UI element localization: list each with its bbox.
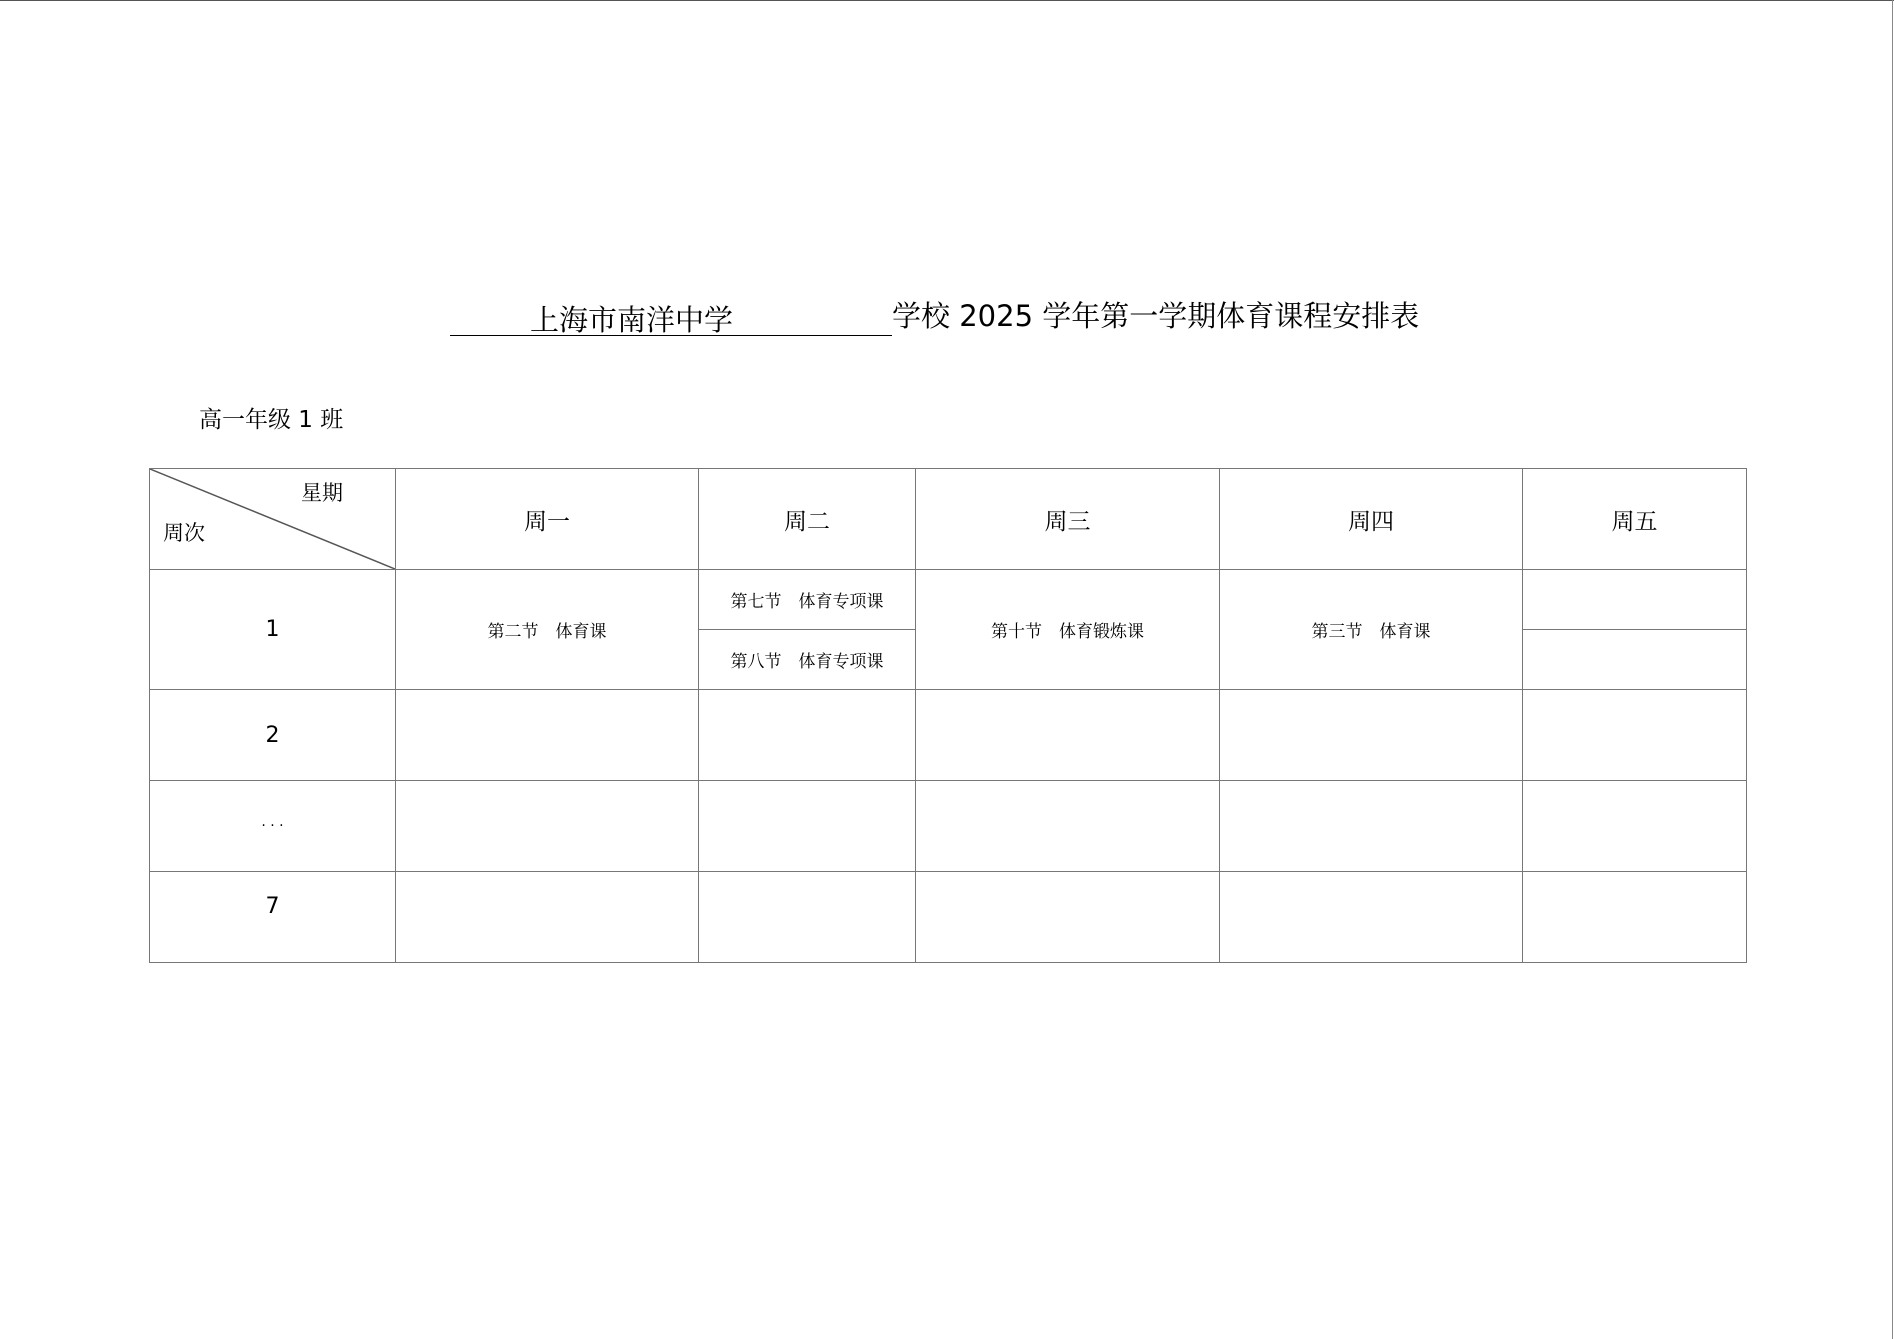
document-title: [450, 296, 1419, 336]
day-header-thursday: 周四: [1220, 469, 1523, 570]
title-text: 学校 2025 学年第一学期体育课程安排表: [892, 299, 1420, 333]
page-border-top: [0, 0, 1894, 1]
lesson-cell: [699, 872, 916, 963]
table-row-week-ellipsis: [150, 781, 1747, 872]
corner-header-cell: [150, 469, 396, 570]
lesson-week1-thursday: 第三节 体育课: [1220, 570, 1523, 690]
day-header-tuesday: 周二: [699, 469, 916, 570]
corner-week-label: 周次: [163, 521, 205, 545]
lesson-week1-friday-b: [1523, 630, 1747, 690]
week-number-2: 2: [150, 690, 396, 781]
week-number-1: 1: [150, 570, 396, 690]
week-number-7: 7: [150, 872, 396, 963]
lesson-cell: [1523, 781, 1747, 872]
table-row-week-1a: [150, 570, 1747, 630]
day-header-monday: 周一: [396, 469, 699, 570]
school-name-field: 上海市南洋中学: [450, 302, 892, 336]
lesson-cell: [699, 781, 916, 872]
lesson-cell: [396, 690, 699, 781]
day-header-wednesday: 周三: [916, 469, 1220, 570]
pe-schedule-table: [149, 468, 1747, 963]
lesson-cell: [1220, 690, 1523, 781]
lesson-cell: [916, 690, 1220, 781]
lesson-cell: [1220, 781, 1523, 872]
table-row-week-7: [150, 872, 1747, 963]
lesson-week1-monday: 第二节 体育课: [396, 570, 699, 690]
lesson-cell: [1523, 872, 1747, 963]
table-row-week-2: [150, 690, 1747, 781]
lesson-week1-tuesday-b: 第八节 体育专项课: [699, 630, 916, 690]
lesson-week1-wednesday: 第十节 体育锻炼课: [916, 570, 1220, 690]
lesson-week1-friday-a: [1523, 570, 1747, 630]
lesson-cell: [916, 872, 1220, 963]
header-row: [150, 469, 1747, 570]
page-border-right: [1892, 0, 1893, 1339]
lesson-cell: [396, 781, 699, 872]
lesson-cell: [916, 781, 1220, 872]
lesson-cell: [1523, 690, 1747, 781]
corner-day-label: 星期: [301, 481, 343, 505]
lesson-week1-tuesday-a: 第七节 体育专项课: [699, 570, 916, 630]
lesson-cell: [1220, 872, 1523, 963]
week-number-ellipsis: · · ·: [150, 781, 396, 872]
day-header-friday: 周五: [1523, 469, 1747, 570]
class-label: 高一年级 1 班: [199, 407, 344, 433]
lesson-cell: [699, 690, 916, 781]
lesson-cell: [396, 872, 699, 963]
